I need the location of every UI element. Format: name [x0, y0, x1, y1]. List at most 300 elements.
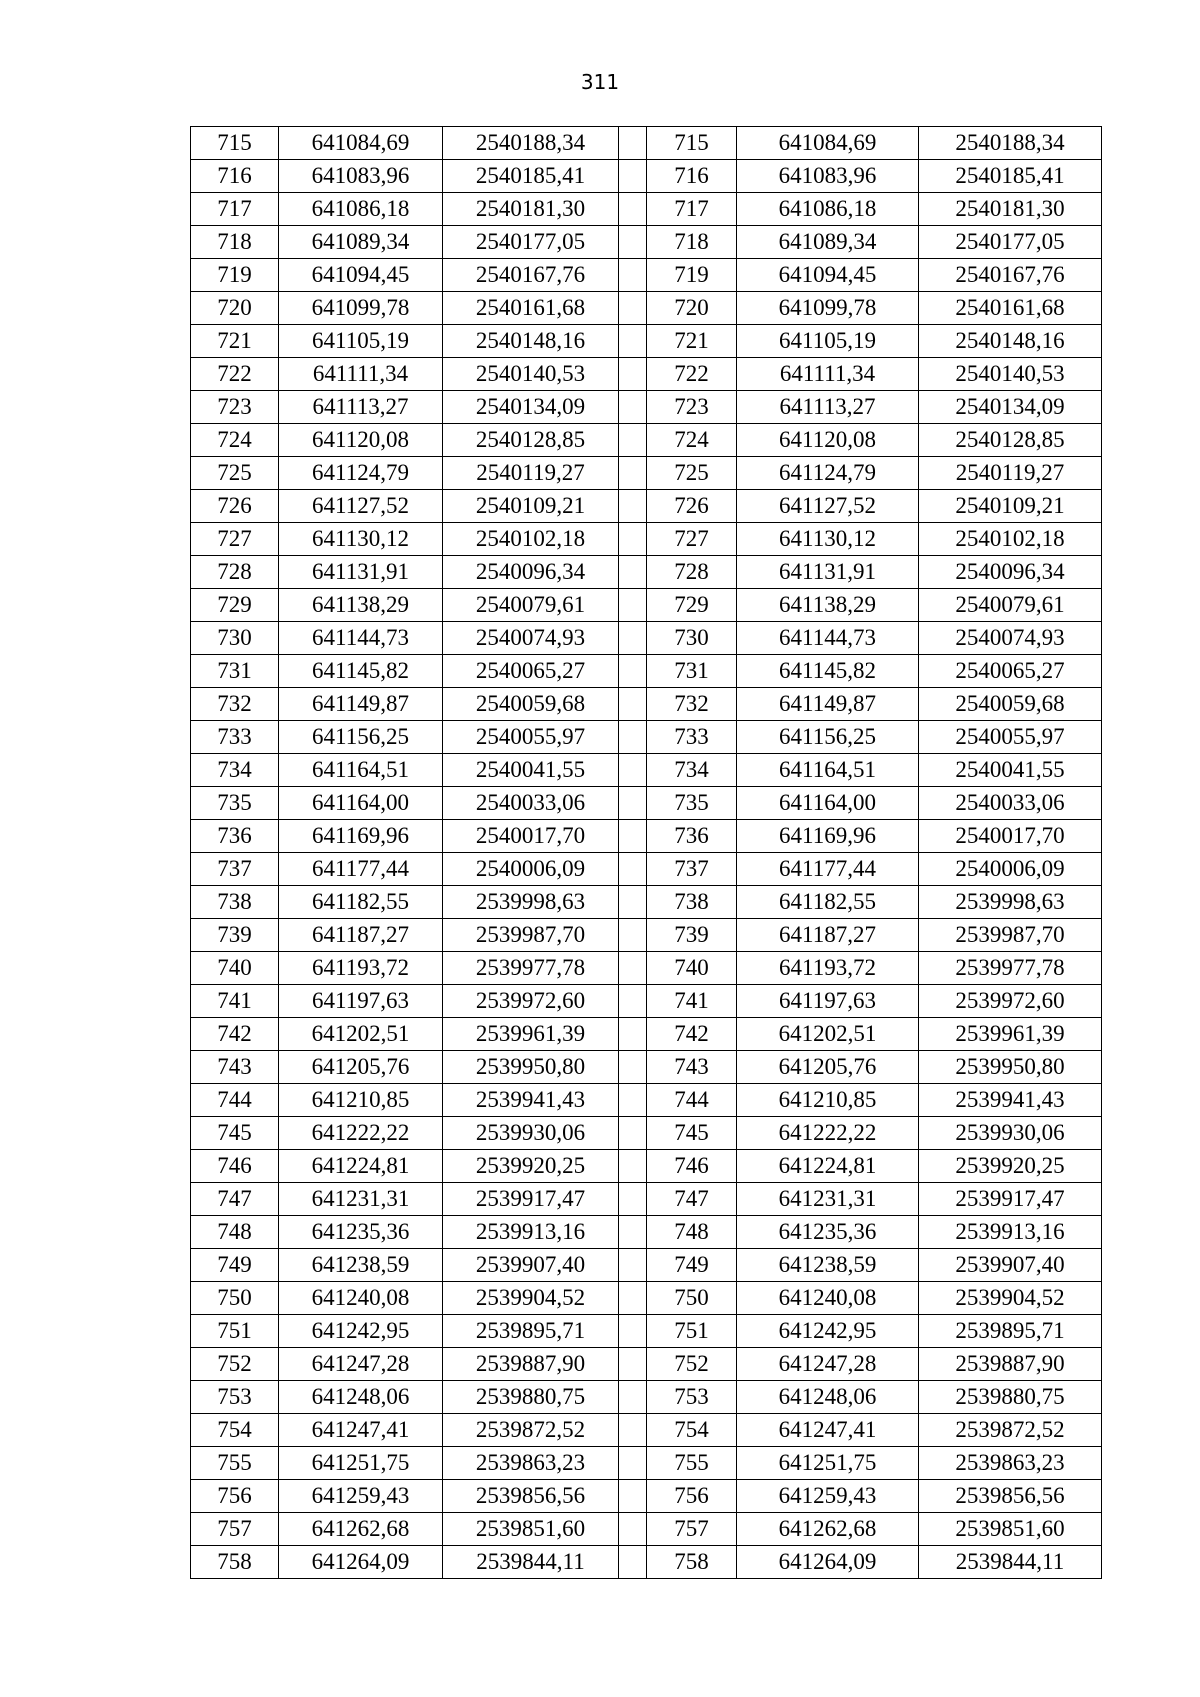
- y-coordinate-cell: 2540119,27: [443, 457, 619, 490]
- y-coordinate-cell: 2539863,23: [443, 1447, 619, 1480]
- point-number-cell: 743: [647, 1051, 737, 1084]
- table-row: [191, 1414, 1102, 1447]
- x-coordinate-cell: 641086,18: [737, 193, 919, 226]
- separator-cell: [619, 523, 647, 556]
- y-coordinate-cell: 2539872,52: [443, 1414, 619, 1447]
- y-coordinate-cell: 2540181,30: [919, 193, 1102, 226]
- x-coordinate-cell: 641145,82: [737, 655, 919, 688]
- x-coordinate-cell: 641164,51: [279, 754, 443, 787]
- point-number-cell: 744: [647, 1084, 737, 1117]
- separator-cell: [619, 1546, 647, 1579]
- x-coordinate-cell: 641124,79: [279, 457, 443, 490]
- x-coordinate-cell: 641193,72: [737, 952, 919, 985]
- x-coordinate-cell: 641197,63: [737, 985, 919, 1018]
- x-coordinate-cell: 641130,12: [279, 523, 443, 556]
- y-coordinate-cell: 2540128,85: [443, 424, 619, 457]
- point-number-cell: 728: [191, 556, 279, 589]
- x-coordinate-cell: 641231,31: [737, 1183, 919, 1216]
- y-coordinate-cell: 2539998,63: [919, 886, 1102, 919]
- separator-cell: [619, 1447, 647, 1480]
- y-coordinate-cell: 2540041,55: [919, 754, 1102, 787]
- y-coordinate-cell: 2540096,34: [919, 556, 1102, 589]
- table-row: [191, 424, 1102, 457]
- point-number-cell: 719: [191, 259, 279, 292]
- point-number-cell: 726: [191, 490, 279, 523]
- y-coordinate-cell: 2540065,27: [443, 655, 619, 688]
- table-row: [191, 226, 1102, 259]
- table-row: [191, 622, 1102, 655]
- table-row: [191, 985, 1102, 1018]
- point-number-cell: 733: [647, 721, 737, 754]
- point-number-cell: 747: [647, 1183, 737, 1216]
- x-coordinate-cell: 641264,09: [737, 1546, 919, 1579]
- table-row: [191, 1315, 1102, 1348]
- y-coordinate-cell: 2539917,47: [919, 1183, 1102, 1216]
- x-coordinate-cell: 641193,72: [279, 952, 443, 985]
- table-row: [191, 1546, 1102, 1579]
- y-coordinate-cell: 2539972,60: [919, 985, 1102, 1018]
- point-number-cell: 748: [647, 1216, 737, 1249]
- point-number-cell: 754: [647, 1414, 737, 1447]
- y-coordinate-cell: 2539844,11: [919, 1546, 1102, 1579]
- separator-cell: [619, 1117, 647, 1150]
- point-number-cell: 751: [191, 1315, 279, 1348]
- separator-cell: [619, 589, 647, 622]
- separator-cell: [619, 259, 647, 292]
- table-row: [191, 193, 1102, 226]
- table-row: [191, 589, 1102, 622]
- point-number-cell: 729: [647, 589, 737, 622]
- y-coordinate-cell: 2539913,16: [443, 1216, 619, 1249]
- point-number-cell: 722: [191, 358, 279, 391]
- point-number-cell: 727: [191, 523, 279, 556]
- point-number-cell: 735: [647, 787, 737, 820]
- y-coordinate-cell: 2540140,53: [919, 358, 1102, 391]
- x-coordinate-cell: 641164,00: [737, 787, 919, 820]
- separator-cell: [619, 1315, 647, 1348]
- point-number-cell: 757: [191, 1513, 279, 1546]
- point-number-cell: 751: [647, 1315, 737, 1348]
- point-number-cell: 725: [191, 457, 279, 490]
- x-coordinate-cell: 641169,96: [279, 820, 443, 853]
- point-number-cell: 757: [647, 1513, 737, 1546]
- y-coordinate-cell: 2539961,39: [919, 1018, 1102, 1051]
- x-coordinate-cell: 641083,96: [737, 160, 919, 193]
- coordinates-table: [190, 126, 1102, 1579]
- point-number-cell: 752: [647, 1348, 737, 1381]
- point-number-cell: 746: [647, 1150, 737, 1183]
- point-number-cell: 715: [647, 127, 737, 160]
- x-coordinate-cell: 641099,78: [279, 292, 443, 325]
- y-coordinate-cell: 2540167,76: [443, 259, 619, 292]
- y-coordinate-cell: 2540033,06: [919, 787, 1102, 820]
- point-number-cell: 739: [647, 919, 737, 952]
- x-coordinate-cell: 641169,96: [737, 820, 919, 853]
- table-body: [191, 127, 1102, 1579]
- point-number-cell: 729: [191, 589, 279, 622]
- point-number-cell: 728: [647, 556, 737, 589]
- y-coordinate-cell: 2539930,06: [443, 1117, 619, 1150]
- table-row: [191, 490, 1102, 523]
- x-coordinate-cell: 641105,19: [279, 325, 443, 358]
- separator-cell: [619, 1348, 647, 1381]
- point-number-cell: 752: [191, 1348, 279, 1381]
- point-number-cell: 736: [191, 820, 279, 853]
- table-row: [191, 1381, 1102, 1414]
- x-coordinate-cell: 641131,91: [737, 556, 919, 589]
- x-coordinate-cell: 641251,75: [737, 1447, 919, 1480]
- separator-cell: [619, 1216, 647, 1249]
- x-coordinate-cell: 641187,27: [737, 919, 919, 952]
- y-coordinate-cell: 2540017,70: [443, 820, 619, 853]
- separator-cell: [619, 424, 647, 457]
- separator-cell: [619, 655, 647, 688]
- x-coordinate-cell: 641144,73: [279, 622, 443, 655]
- point-number-cell: 745: [647, 1117, 737, 1150]
- point-number-cell: 724: [647, 424, 737, 457]
- separator-cell: [619, 226, 647, 259]
- x-coordinate-cell: 641083,96: [279, 160, 443, 193]
- point-number-cell: 720: [191, 292, 279, 325]
- table-row: [191, 325, 1102, 358]
- point-number-cell: 733: [191, 721, 279, 754]
- y-coordinate-cell: 2539961,39: [443, 1018, 619, 1051]
- separator-cell: [619, 1282, 647, 1315]
- y-coordinate-cell: 2540041,55: [443, 754, 619, 787]
- x-coordinate-cell: 641145,82: [279, 655, 443, 688]
- point-number-cell: 717: [191, 193, 279, 226]
- x-coordinate-cell: 641130,12: [737, 523, 919, 556]
- table-row: [191, 1282, 1102, 1315]
- separator-cell: [619, 325, 647, 358]
- point-number-cell: 756: [647, 1480, 737, 1513]
- y-coordinate-cell: 2540055,97: [443, 721, 619, 754]
- x-coordinate-cell: 641138,29: [737, 589, 919, 622]
- x-coordinate-cell: 641124,79: [737, 457, 919, 490]
- separator-cell: [619, 1513, 647, 1546]
- x-coordinate-cell: 641224,81: [279, 1150, 443, 1183]
- separator-cell: [619, 985, 647, 1018]
- point-number-cell: 731: [191, 655, 279, 688]
- table-row: [191, 259, 1102, 292]
- point-number-cell: 736: [647, 820, 737, 853]
- point-number-cell: 739: [191, 919, 279, 952]
- y-coordinate-cell: 2540161,68: [443, 292, 619, 325]
- x-coordinate-cell: 641210,85: [279, 1084, 443, 1117]
- y-coordinate-cell: 2539972,60: [443, 985, 619, 1018]
- separator-cell: [619, 952, 647, 985]
- separator-cell: [619, 1249, 647, 1282]
- table-row: [191, 127, 1102, 160]
- x-coordinate-cell: 641247,28: [279, 1348, 443, 1381]
- point-number-cell: 727: [647, 523, 737, 556]
- y-coordinate-cell: 2539851,60: [443, 1513, 619, 1546]
- x-coordinate-cell: 641099,78: [737, 292, 919, 325]
- point-number-cell: 742: [191, 1018, 279, 1051]
- x-coordinate-cell: 641247,41: [737, 1414, 919, 1447]
- point-number-cell: 758: [191, 1546, 279, 1579]
- separator-cell: [619, 1084, 647, 1117]
- point-number-cell: 742: [647, 1018, 737, 1051]
- x-coordinate-cell: 641235,36: [737, 1216, 919, 1249]
- x-coordinate-cell: 641086,18: [279, 193, 443, 226]
- x-coordinate-cell: 641094,45: [737, 259, 919, 292]
- x-coordinate-cell: 641251,75: [279, 1447, 443, 1480]
- x-coordinate-cell: 641111,34: [737, 358, 919, 391]
- x-coordinate-cell: 641222,22: [279, 1117, 443, 1150]
- point-number-cell: 754: [191, 1414, 279, 1447]
- y-coordinate-cell: 2540148,16: [919, 325, 1102, 358]
- table-row: [191, 1150, 1102, 1183]
- y-coordinate-cell: 2539904,52: [919, 1282, 1102, 1315]
- point-number-cell: 726: [647, 490, 737, 523]
- x-coordinate-cell: 641120,08: [737, 424, 919, 457]
- point-number-cell: 732: [647, 688, 737, 721]
- table-row: [191, 556, 1102, 589]
- table-row: [191, 721, 1102, 754]
- point-number-cell: 746: [191, 1150, 279, 1183]
- x-coordinate-cell: 641113,27: [279, 391, 443, 424]
- x-coordinate-cell: 641084,69: [279, 127, 443, 160]
- table-row: [191, 1348, 1102, 1381]
- x-coordinate-cell: 641094,45: [279, 259, 443, 292]
- x-coordinate-cell: 641156,25: [279, 721, 443, 754]
- point-number-cell: 741: [191, 985, 279, 1018]
- separator-cell: [619, 1480, 647, 1513]
- x-coordinate-cell: 641222,22: [737, 1117, 919, 1150]
- y-coordinate-cell: 2540119,27: [919, 457, 1102, 490]
- y-coordinate-cell: 2539904,52: [443, 1282, 619, 1315]
- y-coordinate-cell: 2540185,41: [919, 160, 1102, 193]
- y-coordinate-cell: 2540188,34: [443, 127, 619, 160]
- y-coordinate-cell: 2539872,52: [919, 1414, 1102, 1447]
- x-coordinate-cell: 641089,34: [279, 226, 443, 259]
- y-coordinate-cell: 2540033,06: [443, 787, 619, 820]
- separator-cell: [619, 358, 647, 391]
- point-number-cell: 753: [191, 1381, 279, 1414]
- separator-cell: [619, 886, 647, 919]
- y-coordinate-cell: 2539913,16: [919, 1216, 1102, 1249]
- point-number-cell: 734: [647, 754, 737, 787]
- y-coordinate-cell: 2539856,56: [443, 1480, 619, 1513]
- y-coordinate-cell: 2539880,75: [443, 1381, 619, 1414]
- point-number-cell: 749: [191, 1249, 279, 1282]
- x-coordinate-cell: 641259,43: [737, 1480, 919, 1513]
- y-coordinate-cell: 2540134,09: [443, 391, 619, 424]
- x-coordinate-cell: 641182,55: [737, 886, 919, 919]
- y-coordinate-cell: 2539863,23: [919, 1447, 1102, 1480]
- y-coordinate-cell: 2540140,53: [443, 358, 619, 391]
- x-coordinate-cell: 641240,08: [279, 1282, 443, 1315]
- y-coordinate-cell: 2540079,61: [443, 589, 619, 622]
- table-row: [191, 391, 1102, 424]
- point-number-cell: 753: [647, 1381, 737, 1414]
- x-coordinate-cell: 641264,09: [279, 1546, 443, 1579]
- separator-cell: [619, 292, 647, 325]
- point-number-cell: 718: [191, 226, 279, 259]
- x-coordinate-cell: 641248,06: [737, 1381, 919, 1414]
- table-row: [191, 1018, 1102, 1051]
- x-coordinate-cell: 641138,29: [279, 589, 443, 622]
- separator-cell: [619, 1183, 647, 1216]
- separator-cell: [619, 1414, 647, 1447]
- x-coordinate-cell: 641238,59: [737, 1249, 919, 1282]
- y-coordinate-cell: 2539941,43: [443, 1084, 619, 1117]
- table-row: [191, 919, 1102, 952]
- x-coordinate-cell: 641197,63: [279, 985, 443, 1018]
- x-coordinate-cell: 641202,51: [279, 1018, 443, 1051]
- point-number-cell: 744: [191, 1084, 279, 1117]
- x-coordinate-cell: 641205,76: [279, 1051, 443, 1084]
- table-row: [191, 787, 1102, 820]
- y-coordinate-cell: 2539907,40: [919, 1249, 1102, 1282]
- separator-cell: [619, 622, 647, 655]
- table-row: [191, 820, 1102, 853]
- table-row: [191, 1117, 1102, 1150]
- table-row: [191, 358, 1102, 391]
- point-number-cell: 716: [191, 160, 279, 193]
- separator-cell: [619, 193, 647, 226]
- x-coordinate-cell: 641259,43: [279, 1480, 443, 1513]
- x-coordinate-cell: 641131,91: [279, 556, 443, 589]
- table-row: [191, 1513, 1102, 1546]
- separator-cell: [619, 721, 647, 754]
- point-number-cell: 723: [647, 391, 737, 424]
- point-number-cell: 730: [647, 622, 737, 655]
- y-coordinate-cell: 2539887,90: [443, 1348, 619, 1381]
- y-coordinate-cell: 2540185,41: [443, 160, 619, 193]
- point-number-cell: 732: [191, 688, 279, 721]
- point-number-cell: 749: [647, 1249, 737, 1282]
- x-coordinate-cell: 641127,52: [737, 490, 919, 523]
- x-coordinate-cell: 641247,41: [279, 1414, 443, 1447]
- y-coordinate-cell: 2540065,27: [919, 655, 1102, 688]
- point-number-cell: 723: [191, 391, 279, 424]
- table-row: [191, 457, 1102, 490]
- x-coordinate-cell: 641235,36: [279, 1216, 443, 1249]
- point-number-cell: 755: [647, 1447, 737, 1480]
- point-number-cell: 721: [647, 325, 737, 358]
- y-coordinate-cell: 2540006,09: [919, 853, 1102, 886]
- x-coordinate-cell: 641247,28: [737, 1348, 919, 1381]
- y-coordinate-cell: 2539977,78: [443, 952, 619, 985]
- x-coordinate-cell: 641177,44: [279, 853, 443, 886]
- table-row: [191, 1216, 1102, 1249]
- y-coordinate-cell: 2540055,97: [919, 721, 1102, 754]
- x-coordinate-cell: 641224,81: [737, 1150, 919, 1183]
- x-coordinate-cell: 641248,06: [279, 1381, 443, 1414]
- point-number-cell: 724: [191, 424, 279, 457]
- y-coordinate-cell: 2540109,21: [919, 490, 1102, 523]
- x-coordinate-cell: 641177,44: [737, 853, 919, 886]
- y-coordinate-cell: 2540074,93: [443, 622, 619, 655]
- x-coordinate-cell: 641144,73: [737, 622, 919, 655]
- y-coordinate-cell: 2540109,21: [443, 490, 619, 523]
- point-number-cell: 755: [191, 1447, 279, 1480]
- y-coordinate-cell: 2540074,93: [919, 622, 1102, 655]
- point-number-cell: 720: [647, 292, 737, 325]
- table-row: [191, 952, 1102, 985]
- table-row: [191, 523, 1102, 556]
- table-row: [191, 1084, 1102, 1117]
- x-coordinate-cell: 641238,59: [279, 1249, 443, 1282]
- point-number-cell: 721: [191, 325, 279, 358]
- point-number-cell: 731: [647, 655, 737, 688]
- y-coordinate-cell: 2539920,25: [443, 1150, 619, 1183]
- point-number-cell: 738: [647, 886, 737, 919]
- table-row: [191, 160, 1102, 193]
- table-row: [191, 1183, 1102, 1216]
- point-number-cell: 750: [191, 1282, 279, 1315]
- y-coordinate-cell: 2540181,30: [443, 193, 619, 226]
- separator-cell: [619, 457, 647, 490]
- x-coordinate-cell: 641127,52: [279, 490, 443, 523]
- x-coordinate-cell: 641089,34: [737, 226, 919, 259]
- point-number-cell: 741: [647, 985, 737, 1018]
- x-coordinate-cell: 641262,68: [279, 1513, 443, 1546]
- separator-cell: [619, 919, 647, 952]
- x-coordinate-cell: 641242,95: [279, 1315, 443, 1348]
- table-row: [191, 1480, 1102, 1513]
- x-coordinate-cell: 641242,95: [737, 1315, 919, 1348]
- x-coordinate-cell: 641113,27: [737, 391, 919, 424]
- y-coordinate-cell: 2539950,80: [919, 1051, 1102, 1084]
- point-number-cell: 737: [647, 853, 737, 886]
- y-coordinate-cell: 2540188,34: [919, 127, 1102, 160]
- point-number-cell: 734: [191, 754, 279, 787]
- point-number-cell: 740: [191, 952, 279, 985]
- y-coordinate-cell: 2539987,70: [919, 919, 1102, 952]
- x-coordinate-cell: 641182,55: [279, 886, 443, 919]
- separator-cell: [619, 754, 647, 787]
- point-number-cell: 747: [191, 1183, 279, 1216]
- point-number-cell: 758: [647, 1546, 737, 1579]
- y-coordinate-cell: 2539920,25: [919, 1150, 1102, 1183]
- separator-cell: [619, 787, 647, 820]
- point-number-cell: 719: [647, 259, 737, 292]
- x-coordinate-cell: 641164,00: [279, 787, 443, 820]
- y-coordinate-cell: 2539987,70: [443, 919, 619, 952]
- point-number-cell: 715: [191, 127, 279, 160]
- point-number-cell: 718: [647, 226, 737, 259]
- separator-cell: [619, 490, 647, 523]
- table-row: [191, 655, 1102, 688]
- separator-cell: [619, 556, 647, 589]
- y-coordinate-cell: 2540059,68: [443, 688, 619, 721]
- separator-cell: [619, 1150, 647, 1183]
- y-coordinate-cell: 2539998,63: [443, 886, 619, 919]
- separator-cell: [619, 820, 647, 853]
- separator-cell: [619, 160, 647, 193]
- y-coordinate-cell: 2540102,18: [919, 523, 1102, 556]
- point-number-cell: 743: [191, 1051, 279, 1084]
- x-coordinate-cell: 641120,08: [279, 424, 443, 457]
- x-coordinate-cell: 641205,76: [737, 1051, 919, 1084]
- y-coordinate-cell: 2540177,05: [919, 226, 1102, 259]
- table-row: [191, 754, 1102, 787]
- x-coordinate-cell: 641262,68: [737, 1513, 919, 1546]
- x-coordinate-cell: 641149,87: [279, 688, 443, 721]
- point-number-cell: 722: [647, 358, 737, 391]
- y-coordinate-cell: 2540096,34: [443, 556, 619, 589]
- x-coordinate-cell: 641156,25: [737, 721, 919, 754]
- point-number-cell: 738: [191, 886, 279, 919]
- y-coordinate-cell: 2540148,16: [443, 325, 619, 358]
- point-number-cell: 750: [647, 1282, 737, 1315]
- y-coordinate-cell: 2540079,61: [919, 589, 1102, 622]
- x-coordinate-cell: 641231,31: [279, 1183, 443, 1216]
- separator-cell: [619, 1018, 647, 1051]
